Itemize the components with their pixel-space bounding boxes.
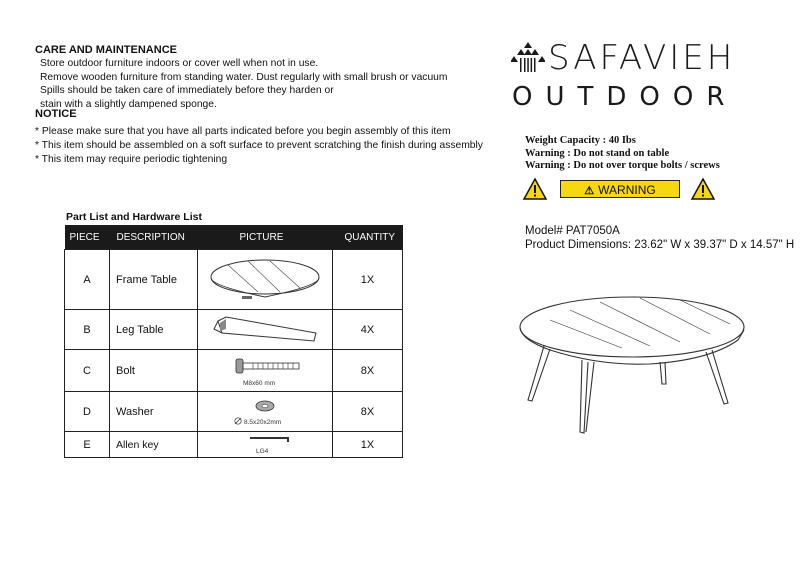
quantity-cell: 4X [333, 310, 403, 350]
notice-line: * This item should be assembled on a soft surface to prevent scratching the finish during assembly [35, 140, 483, 151]
picture-cell [198, 432, 333, 458]
table-header [65, 225, 403, 250]
piece-cell: C [65, 350, 110, 392]
table-row [65, 392, 403, 432]
parts-title: Part List and Hardware List [66, 211, 202, 223]
table-row [65, 432, 403, 458]
header-quantity: QUANTITY [333, 225, 403, 250]
warning-row [522, 177, 718, 205]
coffee-table-illustration-icon [510, 280, 770, 440]
table-row [65, 310, 403, 350]
warning-triangle-icon [690, 177, 716, 201]
washer-icon [198, 393, 332, 431]
picture-cell [198, 250, 333, 310]
description-cell: Bolt [110, 350, 198, 392]
leg-table-icon [198, 311, 332, 349]
care-title: CARE AND MAINTENANCE [35, 44, 177, 56]
care-line: Store outdoor furniture indoors or cover well when not in use. [40, 58, 319, 69]
quantity-cell: 1X [333, 250, 403, 310]
weight-capacity: Weight Capacity : 40 Ibs [525, 135, 636, 146]
piece-cell: D [65, 392, 110, 432]
warning-badge-label: WARNING [598, 183, 656, 197]
washer-size-label: 8.5x20x2mm [244, 418, 282, 426]
care-instructions [40, 57, 447, 111]
quantity-cell: 1X [333, 432, 403, 458]
description-cell: Leg Table [110, 310, 198, 350]
header-piece: PIECE [65, 225, 110, 250]
care-line: Remove wooden furniture from standing water. Dust regularly with small brush or vacuum [40, 71, 448, 83]
model-number: Model# PAT7050A [525, 225, 620, 237]
piece-cell: A [65, 250, 110, 310]
care-line: stain with a slightly dampened sponge. [40, 98, 217, 110]
table-row [65, 350, 403, 392]
care-line: Spills should be taken care of immediately before they harden or [40, 85, 334, 96]
notice-line: * This item may require periodic tightening [35, 154, 228, 165]
brand-name: SAFAVIEH [548, 38, 736, 78]
bolt-icon [198, 351, 332, 391]
picture-cell [198, 392, 333, 432]
allen-key-icon [198, 433, 332, 457]
warning-badge [560, 180, 680, 198]
model-info [525, 224, 794, 252]
warning-list [525, 135, 720, 173]
quantity-cell: 8X [333, 350, 403, 392]
notice-line: * Please make sure that you have all parts indicated before you begin assembly of this item [35, 126, 451, 137]
piece-cell: E [65, 432, 110, 458]
table-row [65, 250, 403, 310]
product-dimensions: Product Dimensions: 23.62" W x 39.37" D x 14.57" H [525, 239, 795, 251]
piece-cell: B [65, 310, 110, 350]
warning-line: Warning : Do not over torque bolts / screws [525, 160, 720, 171]
description-cell: Frame Table [110, 250, 198, 310]
picture-cell [198, 310, 333, 350]
warning-line: Warning : Do not stand on table [525, 147, 670, 159]
warning-triangle-icon [522, 177, 548, 201]
header-description: DESCRIPTION [110, 225, 198, 250]
quantity-cell: 8X [333, 392, 403, 432]
brand-logo-icon [511, 40, 545, 76]
bolt-size-label: M8x60 mm [243, 379, 276, 387]
header-picture: PICTURE [198, 225, 333, 250]
parts-table [64, 225, 403, 458]
brand-subtitle: OUTDOOR [512, 82, 738, 112]
notice-list [35, 125, 483, 167]
allen-key-label: LG4 [256, 447, 269, 455]
description-cell: Washer [110, 392, 198, 432]
warning-small-icon: ⚠ [584, 185, 595, 197]
picture-cell [198, 350, 333, 392]
frame-table-icon [198, 252, 332, 308]
description-cell: Allen key [110, 432, 198, 458]
notice-title: NOTICE [35, 108, 77, 120]
